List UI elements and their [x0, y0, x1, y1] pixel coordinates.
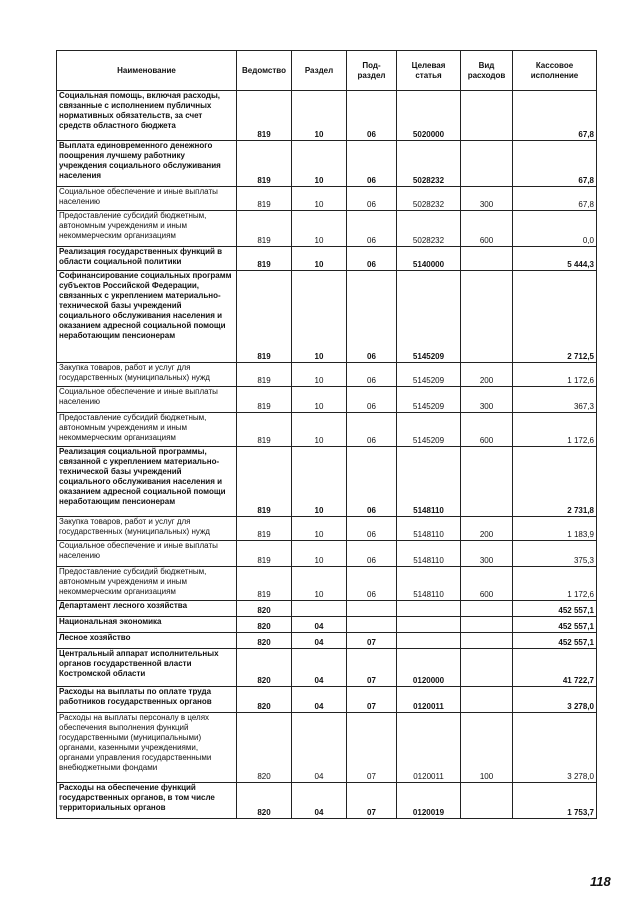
cell-subsection: 07: [347, 649, 397, 687]
table-body: [57, 91, 597, 819]
cell-subsection: 06: [347, 271, 397, 363]
cell-exptype: [461, 649, 513, 687]
cell-subsection: 06: [347, 187, 397, 211]
cell-amount: 375,3: [513, 541, 597, 567]
cell-section: 10: [292, 187, 347, 211]
cell-name: Предоставление субсидий бюджетным, автономным учреждениям и иным некоммерческим организациям: [57, 567, 237, 601]
cell-exptype: [461, 247, 513, 271]
cell-subsection: [347, 601, 397, 617]
table-row: [57, 567, 597, 601]
cell-target: 5140000: [397, 247, 461, 271]
cell-name: Социальное обеспечение и иные выплаты населению: [57, 187, 237, 211]
cell-subsection: 07: [347, 713, 397, 783]
cell-target: 5148110: [397, 447, 461, 517]
cell-target: 5145209: [397, 387, 461, 413]
cell-name: Выплата единовременного денежного поощрения лучшему работнику учреждения социального обслуживания населения: [57, 141, 237, 187]
cell-amount: 67,8: [513, 91, 597, 141]
cell-subsection: 06: [347, 567, 397, 601]
cell-section: 10: [292, 271, 347, 363]
cell-amount: 452 557,1: [513, 617, 597, 633]
cell-exptype: [461, 687, 513, 713]
cell-exptype: [461, 271, 513, 363]
cell-subsection: 06: [347, 447, 397, 517]
cell-target: 5028232: [397, 141, 461, 187]
cell-subsection: 06: [347, 413, 397, 447]
cell-subsection: 07: [347, 633, 397, 649]
header-exptype: Вид расходов: [461, 51, 513, 91]
cell-exptype: [461, 633, 513, 649]
cell-target: 0120000: [397, 649, 461, 687]
cell-dept: 819: [237, 447, 292, 517]
cell-target: 5145209: [397, 363, 461, 387]
cell-section: 10: [292, 447, 347, 517]
table-row: [57, 413, 597, 447]
cell-name: Софинансирование социальных программ субъектов Российской Федерации, связанных с укреплением материально-технической базы учреждений социального обслуживания населения и оказанием адресной социальной помощи неработающим пенсионерам: [57, 271, 237, 363]
header-amount: Кассовое исполнение: [513, 51, 597, 91]
cell-section: 10: [292, 517, 347, 541]
table-row: [57, 187, 597, 211]
cell-target: [397, 633, 461, 649]
cell-name: Социальное обеспечение и иные выплаты населению: [57, 541, 237, 567]
cell-dept: 820: [237, 633, 292, 649]
cell-name: Центральный аппарат исполнительных органов государственной власти Костромской области: [57, 649, 237, 687]
header-section: Раздел: [292, 51, 347, 91]
cell-subsection: 06: [347, 141, 397, 187]
cell-dept: 819: [237, 211, 292, 247]
table-row: [57, 617, 597, 633]
cell-section: 10: [292, 141, 347, 187]
table-row: [57, 211, 597, 247]
cell-target: 5148110: [397, 567, 461, 601]
cell-amount: 2 712,5: [513, 271, 597, 363]
cell-target: 5145209: [397, 271, 461, 363]
cell-dept: 819: [237, 413, 292, 447]
cell-amount: 367,3: [513, 387, 597, 413]
cell-amount: 2 731,8: [513, 447, 597, 517]
table-row: [57, 447, 597, 517]
header-dept: Ведомство: [237, 51, 292, 91]
cell-dept: 820: [237, 649, 292, 687]
cell-name: Расходы на выплаты по оплате труда работников государственных органов: [57, 687, 237, 713]
table-row: [57, 387, 597, 413]
cell-section: 04: [292, 617, 347, 633]
cell-dept: 819: [237, 567, 292, 601]
cell-dept: 820: [237, 713, 292, 783]
cell-subsection: 06: [347, 247, 397, 271]
header-target: Целевая статья: [397, 51, 461, 91]
table-row: [57, 141, 597, 187]
table-row: [57, 247, 597, 271]
cell-target: 0120011: [397, 687, 461, 713]
cell-exptype: 100: [461, 713, 513, 783]
cell-target: [397, 601, 461, 617]
table-row: [57, 713, 597, 783]
cell-target: 0120011: [397, 713, 461, 783]
cell-amount: 3 278,0: [513, 687, 597, 713]
cell-target: 5028232: [397, 211, 461, 247]
cell-name: Социальное обеспечение и иные выплаты населению: [57, 387, 237, 413]
table-row: [57, 517, 597, 541]
cell-name: Расходы на обеспечение функций государственных органов, в том числе территориальных органов: [57, 783, 237, 819]
cell-name: Реализация государственных функций в области социальной политики: [57, 247, 237, 271]
cell-target: 5148110: [397, 541, 461, 567]
cell-section: 10: [292, 91, 347, 141]
cell-amount: 41 722,7: [513, 649, 597, 687]
cell-exptype: [461, 447, 513, 517]
table-row: [57, 541, 597, 567]
header-subsection: Под-раздел: [347, 51, 397, 91]
cell-name: Национальная экономика: [57, 617, 237, 633]
cell-dept: 819: [237, 271, 292, 363]
cell-subsection: 06: [347, 541, 397, 567]
cell-amount: 3 278,0: [513, 713, 597, 783]
cell-subsection: 07: [347, 687, 397, 713]
cell-dept: 819: [237, 387, 292, 413]
table-row: [57, 271, 597, 363]
table-row: [57, 633, 597, 649]
cell-name: Департамент лесного хозяйства: [57, 601, 237, 617]
cell-target: 5145209: [397, 413, 461, 447]
cell-exptype: 200: [461, 517, 513, 541]
cell-section: 10: [292, 247, 347, 271]
table-row: [57, 601, 597, 617]
cell-exptype: [461, 783, 513, 819]
cell-exptype: 600: [461, 211, 513, 247]
cell-subsection: 06: [347, 91, 397, 141]
table-row: [57, 687, 597, 713]
cell-amount: 1 172,6: [513, 567, 597, 601]
cell-section: 04: [292, 633, 347, 649]
cell-name: Закупка товаров, работ и услуг для государственных (муниципальных) нужд: [57, 363, 237, 387]
header-name: Наименование: [57, 51, 237, 91]
cell-target: 5148110: [397, 517, 461, 541]
cell-subsection: 06: [347, 363, 397, 387]
header-row: [57, 51, 597, 91]
cell-subsection: 07: [347, 783, 397, 819]
cell-amount: 452 557,1: [513, 601, 597, 617]
cell-dept: 820: [237, 617, 292, 633]
cell-section: 10: [292, 413, 347, 447]
cell-name: Лесное хозяйство: [57, 633, 237, 649]
cell-section: [292, 601, 347, 617]
cell-exptype: 200: [461, 363, 513, 387]
cell-amount: 1 753,7: [513, 783, 597, 819]
cell-target: 5020000: [397, 91, 461, 141]
cell-dept: 820: [237, 687, 292, 713]
cell-name: Социальная помощь, включая расходы, связанные с исполнением публичных нормативных обязательств, за счет средств областного бюджета: [57, 91, 237, 141]
cell-dept: 819: [237, 541, 292, 567]
cell-exptype: 300: [461, 387, 513, 413]
cell-amount: 452 557,1: [513, 633, 597, 649]
cell-dept: 819: [237, 187, 292, 211]
cell-section: 10: [292, 211, 347, 247]
cell-exptype: [461, 601, 513, 617]
cell-dept: 819: [237, 141, 292, 187]
cell-section: 04: [292, 713, 347, 783]
cell-name: Закупка товаров, работ и услуг для государственных (муниципальных) нужд: [57, 517, 237, 541]
cell-section: 10: [292, 363, 347, 387]
cell-section: 04: [292, 687, 347, 713]
cell-exptype: [461, 617, 513, 633]
cell-dept: 819: [237, 91, 292, 141]
cell-amount: 67,8: [513, 141, 597, 187]
cell-amount: 5 444,3: [513, 247, 597, 271]
cell-dept: 820: [237, 601, 292, 617]
cell-exptype: 600: [461, 413, 513, 447]
cell-dept: 819: [237, 363, 292, 387]
cell-exptype: [461, 141, 513, 187]
cell-name: Реализация социальной программы, связанной с укреплением материально-технической базы учреждений социального обслуживания населения и оказанием адресной социальной помощи неработающим пенсионерам: [57, 447, 237, 517]
cell-exptype: 600: [461, 567, 513, 601]
cell-subsection: [347, 617, 397, 633]
cell-section: 04: [292, 649, 347, 687]
cell-dept: 820: [237, 783, 292, 819]
cell-exptype: 300: [461, 187, 513, 211]
table-row: [57, 91, 597, 141]
table-row: [57, 649, 597, 687]
cell-amount: 1 172,6: [513, 363, 597, 387]
cell-name: Предоставление субсидий бюджетным, автономным учреждениям и иным некоммерческим организациям: [57, 211, 237, 247]
cell-exptype: 300: [461, 541, 513, 567]
cell-amount: 67,8: [513, 187, 597, 211]
cell-target: 0120019: [397, 783, 461, 819]
cell-exptype: [461, 91, 513, 141]
cell-name: Расходы на выплаты персоналу в целях обеспечения выполнения функций государственными (муниципальными) органами, казенными учреждениями, органами управления государственными внебюджетными фондами: [57, 713, 237, 783]
cell-subsection: 06: [347, 517, 397, 541]
cell-target: [397, 617, 461, 633]
cell-section: 10: [292, 387, 347, 413]
table-row: [57, 363, 597, 387]
table-row: [57, 783, 597, 819]
cell-amount: 0,0: [513, 211, 597, 247]
page-number: 118: [590, 874, 611, 889]
cell-subsection: 06: [347, 211, 397, 247]
cell-subsection: 06: [347, 387, 397, 413]
cell-amount: 1 183,9: [513, 517, 597, 541]
cell-section: 10: [292, 567, 347, 601]
cell-section: 04: [292, 783, 347, 819]
cell-amount: 1 172,6: [513, 413, 597, 447]
cell-dept: 819: [237, 517, 292, 541]
cell-target: 5028232: [397, 187, 461, 211]
budget-table: [56, 50, 597, 819]
cell-name: Предоставление субсидий бюджетным, автономным учреждениям и иным некоммерческим организациям: [57, 413, 237, 447]
cell-dept: 819: [237, 247, 292, 271]
cell-section: 10: [292, 541, 347, 567]
